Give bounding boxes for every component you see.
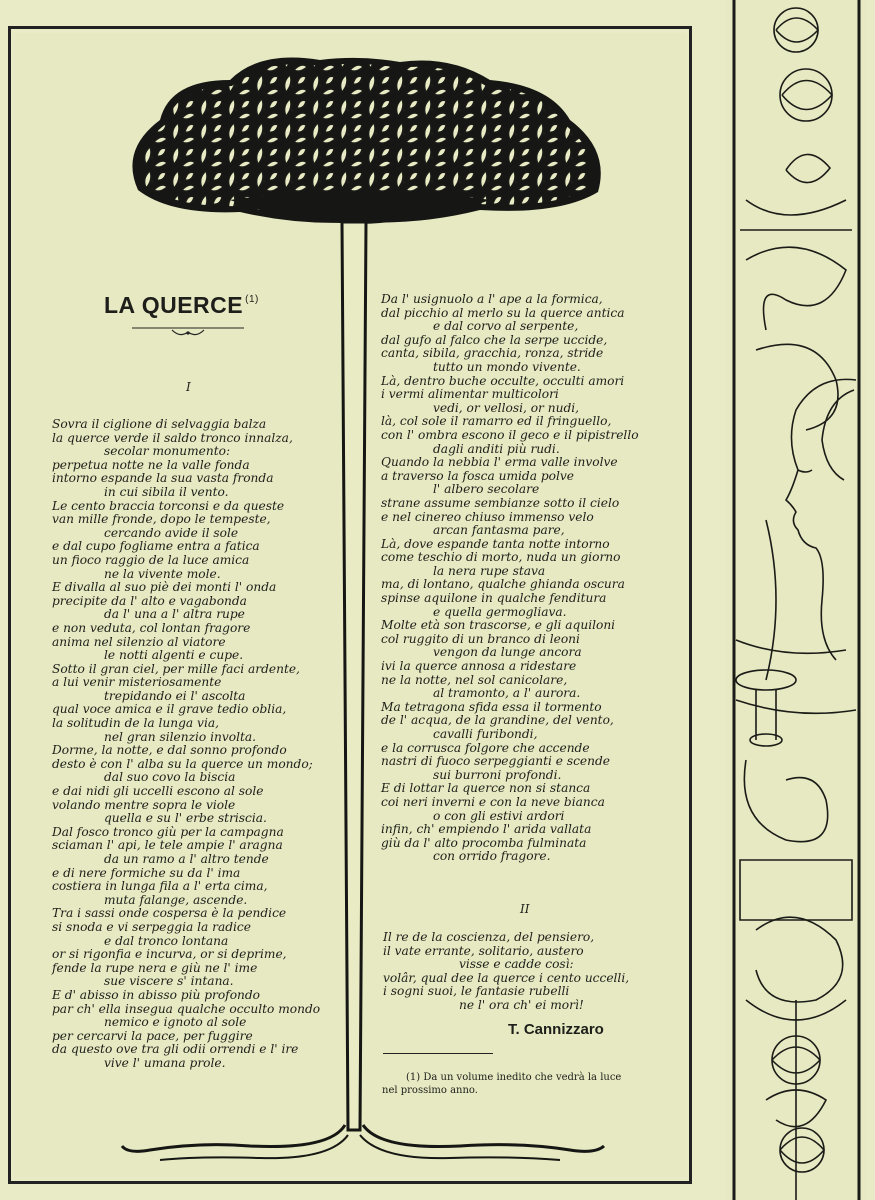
poem-line: e dal cupo fogliame entra a fatica (52, 539, 260, 554)
title-ornament-icon (132, 324, 244, 340)
poem-line: Sovra il ciglione di selvaggia balza (52, 417, 267, 431)
poem-line: sciaman l' api, le tele ampie l' aragna (52, 838, 283, 853)
poem-line: là, col sole il ramarro ed il fringuello, (381, 414, 612, 429)
poem-line: le notti algenti e cupe. (104, 648, 244, 663)
title-footnote-mark: (1) (245, 294, 259, 305)
poem-line: strane assume sembianze sotto il cielo (381, 495, 620, 510)
poem-right-column (381, 293, 639, 864)
poem-line: arcan fantasma pare, (433, 523, 565, 538)
poem-line: dal suo covo la biscia (104, 770, 236, 785)
poem-line: precipite da l' alto e vagabonda (52, 593, 247, 608)
poem-line: dagli anditi più rudi. (433, 441, 560, 456)
poem-line: i sogni suoi, le fantasie rubelli (383, 984, 570, 999)
poem-line: col ruggito di un branco di leoni (381, 631, 580, 646)
poem-line: la nera rupe stava (433, 563, 546, 578)
poem-line: giù da l' alto procomba fulminata (381, 835, 587, 850)
poem-line: qual voce amica e il grave tedio oblia, (52, 702, 287, 717)
poem-line: e dal corvo al serpente, (433, 319, 579, 334)
poem-line: ma, di lontano, qualche ghianda oscura (381, 577, 625, 592)
poem-line: muta falange, ascende. (104, 892, 248, 907)
poem-line: e dal tronco lontana (104, 933, 229, 948)
poem-line: Dal fosco tronco giù per la campagna (52, 824, 284, 839)
poem-line: ne l' ora ch' ei morì! (459, 997, 584, 1012)
poem-line: la querce verde il saldo tronco innalza, (52, 430, 293, 445)
poem-line: par ch' ella insegua qualche occulto mondo (52, 1001, 321, 1016)
poem-line: Tra i sassi onde cospersa è la pendice (52, 906, 287, 921)
poem-left-column (52, 418, 320, 1071)
poem-line: ne la vivente mole. (104, 566, 221, 581)
poem-line: secolar monumento: (104, 444, 231, 459)
poem-line: desto è con l' alba su la querce un mondo; (52, 756, 313, 771)
poem-line: nemico e ignoto al sole (104, 1015, 247, 1030)
poem-line: con orrido fragore. (433, 849, 551, 864)
footnote-line-1: (1) Da un volume inedito che vedrà la luce (406, 1072, 622, 1083)
poem-line: or si rigonfia e incurva, or si deprime, (52, 947, 287, 962)
poem-line: E d' abisso in abisso più profondo (52, 987, 261, 1002)
poem-author: T. Cannizzaro (508, 1021, 604, 1038)
poem-line: fende la rupe nera e giù ne l' ime (52, 960, 258, 975)
poem-line: Molte età son trascorse, e gli aquiloni (381, 618, 616, 633)
poem-line: a traverso la fosca umida polve (381, 468, 575, 483)
poem-line: e di nere formiche su da l' ima (52, 865, 241, 880)
poem-line: cercando avide il sole (104, 525, 239, 540)
poem-line: in cui sibila il vento. (104, 484, 229, 499)
poem-line: vive l' umana prole. (104, 1055, 226, 1070)
footnote-rule (383, 1053, 493, 1054)
section-numeral-one: I (186, 380, 191, 394)
poem-line: perpetua notte ne la valle fonda (52, 457, 250, 472)
poem-line: Quando la nebbia l' erma valle involve (381, 455, 618, 470)
poem-line: intorno espande la sua vasta fronda (52, 471, 274, 486)
poem-line: dal gufo al falco che la serpe uccide, (381, 332, 608, 347)
poem-line: E divalla al suo piè dei monti l' onda (52, 580, 277, 595)
poem-line: anima nel silenzio al viatore (52, 634, 226, 649)
poem-line: nastri di fuoco serpeggianti e scende (381, 754, 611, 769)
poem-line: si snoda e vi serpeggia la radice (52, 919, 251, 934)
poem-line: o con gli estivi ardori (433, 808, 565, 823)
poem-line: ne la notte, nel sol canicolare, (381, 672, 568, 687)
poem-line: Da l' usignuolo a l' ape a la formica, (381, 292, 603, 306)
poem-line: da un ramo a l' altro tende (104, 852, 269, 866)
poem-line: spinse aquilone in qualche fenditura (381, 591, 607, 606)
poem-line: con l' ombra escono il geco e il pipistrello (381, 427, 639, 442)
poem-line: la solitudin de la lunga via, (52, 716, 219, 731)
poem-line: l' albero secolare (433, 482, 540, 497)
poem-line: volâr, qual dee la querce i cento uccelli, (383, 970, 630, 985)
poem-line: da l' una a l' altra rupe (104, 607, 245, 622)
poem-line: cavalli furibondi, (433, 727, 538, 741)
poem-line: vedi, or vellosi, or nudi, (433, 400, 580, 415)
footnote (382, 1071, 682, 1097)
poem-line: sue viscere s' intana. (104, 974, 234, 989)
poem-line: e nel cinereo chiuso immenso velo (381, 509, 594, 524)
poem-line: un fioco raggio de la luce amica (52, 552, 250, 567)
poem-line: ivi la querce annosa a ridestare (381, 659, 577, 674)
poem-line: Là, dentro buche occulte, occulti amori (381, 373, 625, 388)
poem-line: coi neri inverni e con la neve bianca (381, 794, 605, 809)
poem-line: visse e cadde così: (459, 957, 574, 972)
poem-line: a lui venir misteriosamente (52, 675, 222, 690)
art-nouveau-border-icon (726, 0, 866, 1200)
poem-line: Sotto il gran ciel, per mille faci ardente, (52, 661, 300, 676)
poem-line: de l' acqua, de la grandine, del vento, (381, 713, 614, 728)
poem-line: van mille fronde, dopo le tempeste, (52, 512, 271, 527)
poem-line: i vermi alimentar multicolori (381, 387, 559, 402)
poem-line: trepidando ei l' ascolta (104, 688, 246, 703)
poem-line: tutto un mondo vivente. (433, 359, 581, 374)
poem-line: e dai nidi gli uccelli escono al sole (52, 784, 264, 799)
poem-line: Dorme, la notte, e dal sonno profondo (52, 743, 287, 758)
poem-line: nel gran silenzio involta. (104, 729, 256, 744)
section-numeral-two: II (520, 902, 530, 916)
poem-line: volando mentre sopra le viole (52, 797, 236, 812)
poem-line: dal picchio al merlo su la querce antica (381, 305, 625, 320)
poem-line: infin, ch' empiendo l' arida vallata (381, 822, 592, 837)
poem-line: come teschio di morto, nuda un giorno (381, 550, 621, 565)
poem-line: costiera in lunga fila a l' erta cima, (52, 879, 268, 894)
poem-line: vengon da lunge ancora (433, 645, 582, 660)
poem-line: quella e su l' erbe striscia. (104, 811, 267, 826)
poem-line: e non veduta, col lontan fragore (52, 620, 251, 635)
poem-part-two (383, 931, 629, 1013)
poem-line: da questo ove tra gli odii orrendi e l' ire (52, 1042, 299, 1057)
poem-line: E di lottar la querce non si stanca (381, 781, 591, 796)
poem-line: Il re de la coscienza, del pensiero, (383, 930, 595, 944)
poem-line: sui burroni profondi. (433, 767, 562, 782)
poem-line: Là, dove espande tanta notte intorno (381, 536, 610, 551)
poem-line: il vate errante, solitario, austero (383, 943, 584, 958)
poem-line: e la corrusca folgore che accende (381, 740, 590, 755)
poem-line: al tramonto, a l' aurora. (433, 686, 581, 701)
poem-line: per cercarvi la pace, per fuggire (52, 1028, 253, 1043)
poem-line: canta, sibila, gracchia, ronza, stride (381, 346, 604, 361)
poem-line: Le cento braccia torconsi e da queste (52, 498, 285, 513)
footnote-line-2: nel prossimo anno. (382, 1085, 478, 1096)
poem-line: e quella germogliava. (433, 604, 567, 619)
poem-line: Ma tetragona sfida essa il tormento (381, 699, 602, 714)
poem-title: LA QUERCE $^{(1)}$ (104, 292, 259, 318)
